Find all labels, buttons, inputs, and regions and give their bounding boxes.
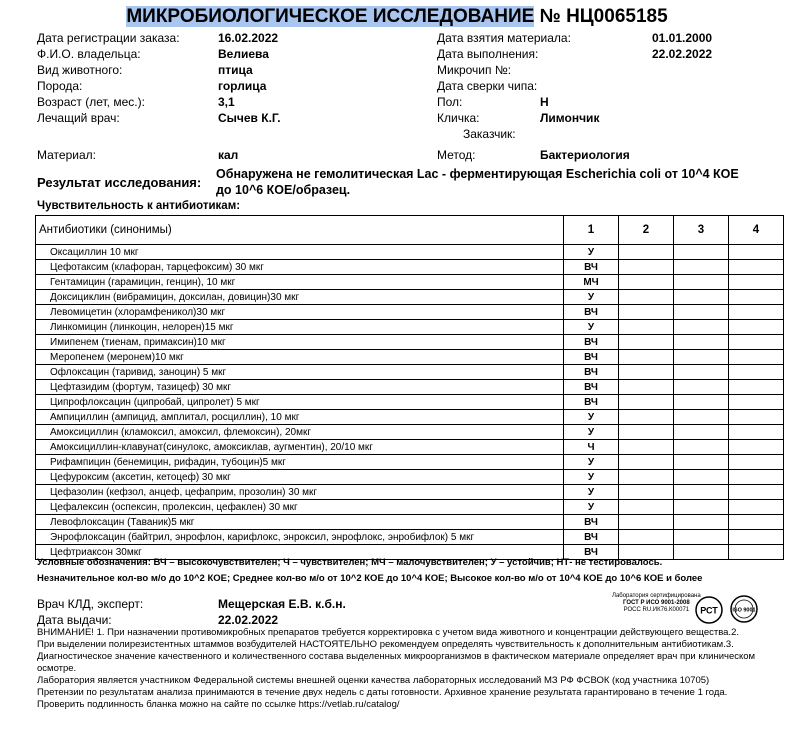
result-value: Обнаружена не гемолитическая Lac - ферментирующая Escherichia coli от 10^4 КОЕ до 10^6 КОЕ/образец. xyxy=(216,167,739,197)
field-value: Сычев К.Г. xyxy=(218,111,281,125)
notice-text: ВНИМАНИЕ! 1. При назначении противомикробных препаратов требуется корректировка с учетом вида животного и концентрации действующего вещества.2. При выделении полирезистентных штаммов возбудителей НАСТОЯТЕЛЬНО рекомендуем определять чувствительность к дополнительным антибиотикам.3. Диагностическое значение качественного и количественного состава выделенных микроорганизмов в фактическом материале определяет врач при клиническом осмотре. xyxy=(37,627,756,674)
field-value: птица xyxy=(218,63,253,77)
issue-date-label: Дата выдачи: xyxy=(37,613,112,627)
footer-fsvok: Лаборатория является участником Федеральной системы внешней оценки качества лабораторных исследований МЗ РФ ФСВОК (код участника 10705) xyxy=(37,675,710,686)
table-row xyxy=(36,530,784,545)
empty-cell xyxy=(619,350,674,365)
sensitivity-value: У xyxy=(564,290,619,305)
field-label: Кличка: xyxy=(437,111,480,125)
empty-cell xyxy=(729,425,784,440)
empty-cell xyxy=(729,440,784,455)
field-value: 3,1 xyxy=(218,95,235,109)
empty-cell xyxy=(619,500,674,515)
empty-cell xyxy=(619,530,674,545)
legend-sensitivity: Условные обозначения: ВЧ – высокочувствителен; Ч – чувствителен; МЧ – малочувствителен; У – устойчив; НТ- не тестировалось. xyxy=(37,557,663,568)
table-row xyxy=(36,395,784,410)
sensitivity-title: Чувствительность к антибиотикам: xyxy=(37,200,241,212)
result-label: Результат исследования: xyxy=(37,175,202,190)
empty-cell xyxy=(674,485,729,500)
empty-cell xyxy=(619,245,674,260)
table-row xyxy=(36,485,784,500)
empty-cell xyxy=(674,365,729,380)
antibiotic-name: Имипенем (тиенам, примаксин)10 мкг xyxy=(36,335,564,350)
empty-cell xyxy=(729,320,784,335)
empty-cell xyxy=(729,485,784,500)
table-row xyxy=(36,350,784,365)
antibiotic-name: Левофлоксацин (Таваник)5 мкг xyxy=(36,515,564,530)
table-row xyxy=(36,440,784,455)
empty-cell xyxy=(729,470,784,485)
sensitivity-value: ВЧ xyxy=(564,335,619,350)
table-header-row xyxy=(36,216,784,245)
sensitivity-value: ВЧ xyxy=(564,365,619,380)
empty-cell xyxy=(674,410,729,425)
field-label: Дата регистрации заказа: xyxy=(37,31,180,45)
empty-cell xyxy=(619,455,674,470)
antibiotic-name: Линкомицин (линкоцин, нелорен)15 мкг xyxy=(36,320,564,335)
empty-cell xyxy=(619,320,674,335)
table-row xyxy=(36,260,784,275)
empty-cell xyxy=(729,260,784,275)
empty-cell xyxy=(729,395,784,410)
antibiotic-name: Энрофлоксацин (байтрил, энрофлон, карифлокс, энроксил, энрофлокс, энробифлок) 5 мкг xyxy=(36,530,564,545)
empty-cell xyxy=(729,545,784,560)
table-row xyxy=(36,245,784,260)
empty-cell xyxy=(619,395,674,410)
field-label: Порода: xyxy=(37,79,83,93)
material-value: кал xyxy=(218,148,239,162)
footer-claims: Претензии по результатам анализа принимаются в течение двух недель с даты готовности. Архивное хранение результата гарантировано в течение 1 года. xyxy=(37,687,728,698)
empty-cell xyxy=(729,380,784,395)
empty-cell xyxy=(729,530,784,545)
sensitivity-value: ВЧ xyxy=(564,260,619,275)
empty-cell xyxy=(674,275,729,290)
title-main: МИКРОБИОЛОГИЧЕСКОЕ ИССЛЕДОВАНИЕ xyxy=(126,6,535,27)
field-value: 01.01.2000 xyxy=(652,31,713,45)
header-col-3: 3 xyxy=(674,216,729,245)
empty-cell xyxy=(674,470,729,485)
rst-logo xyxy=(694,595,724,625)
sensitivity-value: У xyxy=(564,500,619,515)
sensitivity-value: У xyxy=(564,485,619,500)
sensitivity-value: ВЧ xyxy=(564,530,619,545)
field-label: Лечащий врач: xyxy=(37,111,120,125)
table-row xyxy=(36,500,784,515)
sensitivity-value: ВЧ xyxy=(564,305,619,320)
empty-cell xyxy=(619,515,674,530)
antibiotic-name: Цефалексин (оспексин, пролексин, цефаклен) 30 мкг xyxy=(36,500,564,515)
sensitivity-value: У xyxy=(564,470,619,485)
sensitivity-value: У xyxy=(564,455,619,470)
antibiotic-name: Рифампицин (бенемицин, рифадин, тубоцин)5 мкг xyxy=(36,455,564,470)
table-row xyxy=(36,275,784,290)
table-row xyxy=(36,425,784,440)
field-value: Лимончик xyxy=(540,111,600,125)
header-col-4: 4 xyxy=(729,216,784,245)
empty-cell xyxy=(729,290,784,305)
empty-cell xyxy=(674,380,729,395)
table-row xyxy=(36,515,784,530)
table-row xyxy=(36,410,784,425)
field-label: Микрочип №: xyxy=(437,63,512,77)
field-label: Пол: xyxy=(437,95,463,109)
empty-cell xyxy=(619,365,674,380)
empty-cell xyxy=(674,320,729,335)
antibiotic-name: Ампициллин (ампицид, амплитал, росциллин), 10 мкг xyxy=(36,410,564,425)
cert-line: ГОСТ Р ИСО 9001-2008 xyxy=(623,600,690,606)
rst-logo-text: РСТ xyxy=(700,605,718,616)
empty-cell xyxy=(674,260,729,275)
empty-cell xyxy=(729,305,784,320)
field-label: Ф.И.О. владельца: xyxy=(37,47,141,61)
empty-cell xyxy=(729,410,784,425)
antibiotic-name: Цефтазидим (фортум, тазицеф) 30 мкг xyxy=(36,380,564,395)
page-title xyxy=(0,6,794,28)
antibiotic-name: Цефтриаксон 30мкг xyxy=(36,545,564,560)
antibiotic-name: Меропенем (меронем)10 мкг xyxy=(36,350,564,365)
empty-cell xyxy=(729,515,784,530)
header-col-2: 2 xyxy=(619,216,674,245)
footer-verify: Проверить подлинность бланка можно на сайте по ссылке https://vetlab.ru/catalog/ xyxy=(37,699,400,710)
empty-cell xyxy=(729,275,784,290)
empty-cell xyxy=(674,290,729,305)
empty-cell xyxy=(619,335,674,350)
sensitivity-value: ВЧ xyxy=(564,395,619,410)
empty-cell xyxy=(619,425,674,440)
empty-cell xyxy=(729,350,784,365)
empty-cell xyxy=(619,380,674,395)
field-label: Дата взятия материала: xyxy=(437,31,571,45)
empty-cell xyxy=(729,245,784,260)
certification-text xyxy=(612,593,701,614)
empty-cell xyxy=(729,365,784,380)
table-row xyxy=(36,335,784,350)
iso-logo xyxy=(729,594,759,624)
sensitivity-value: Ч xyxy=(564,440,619,455)
empty-cell xyxy=(674,440,729,455)
field-value: 16.02.2022 xyxy=(218,31,279,45)
header-col-1: 1 xyxy=(564,216,619,245)
header-antibiotics: Антибиотики (синонимы) xyxy=(36,216,564,245)
empty-cell xyxy=(619,485,674,500)
sensitivity-value: ВЧ xyxy=(564,545,619,560)
legend-quantity: Незначительное кол-во м/о до 10^2 КОЕ; Среднее кол-во м/о от 10^2 КОЕ до 10^4 КОЕ; Высокое кол-во м/о от 10^4 КОЕ до 10^6 КОЕ и более xyxy=(37,573,703,584)
sensitivity-value: У xyxy=(564,245,619,260)
antibiotic-name: Офлоксацин (таривид, заноцин) 5 мкг xyxy=(36,365,564,380)
antibiotic-name: Амоксициллин-клавунат(синулокс, амоксиклав, аугментин), 20/10 мкг xyxy=(36,440,564,455)
order-number: № НЦ0065185 xyxy=(534,6,668,27)
empty-cell xyxy=(674,545,729,560)
empty-cell xyxy=(674,455,729,470)
empty-cell xyxy=(729,335,784,350)
empty-cell xyxy=(674,305,729,320)
antibiotic-name: Амоксициллин (кламоксил, амоксил, флемоксин), 20мкг xyxy=(36,425,564,440)
empty-cell xyxy=(619,260,674,275)
material-label: Материал: xyxy=(37,148,96,162)
field-value: Н xyxy=(540,95,549,109)
table-row xyxy=(36,470,784,485)
field-label: Вид животного: xyxy=(37,63,123,77)
antibiotics-table xyxy=(35,215,784,560)
cert-line: Лаборатория сертифицирована xyxy=(612,593,701,599)
empty-cell xyxy=(729,500,784,515)
field-value: горлица xyxy=(218,79,267,93)
empty-cell xyxy=(729,455,784,470)
antibiotic-name: Оксациллин 10 мкг xyxy=(36,245,564,260)
method-value: Бактериология xyxy=(540,148,630,162)
field-label: Возраст (лет, мес.): xyxy=(37,95,145,109)
cert-line: РОСС RU.ИК76.К00071 xyxy=(623,607,690,613)
sensitivity-value: У xyxy=(564,425,619,440)
antibiotic-name: Доксициклин (вибрамицин, доксилан, довицин)30 мкг xyxy=(36,290,564,305)
antibiotic-name: Цефуроксим (аксетин, кетоцеф) 30 мкг xyxy=(36,470,564,485)
sensitivity-value: ВЧ xyxy=(564,350,619,365)
table-row xyxy=(36,365,784,380)
table-row xyxy=(36,290,784,305)
table-row xyxy=(36,320,784,335)
empty-cell xyxy=(619,470,674,485)
empty-cell xyxy=(674,335,729,350)
empty-cell xyxy=(619,305,674,320)
antibiotic-name: Цефотаксим (клафоран, тарцефоксим) 30 мкг xyxy=(36,260,564,275)
empty-cell xyxy=(674,500,729,515)
sensitivity-value: У xyxy=(564,320,619,335)
antibiotic-name: Ципрофлоксацин (ципробай, ципролет) 5 мкг xyxy=(36,395,564,410)
empty-cell xyxy=(674,425,729,440)
field-value: Велиева xyxy=(218,47,269,61)
sensitivity-value: ВЧ xyxy=(564,380,619,395)
method-label: Метод: xyxy=(437,148,476,162)
antibiotic-name: Левомицетин (хлорамфеникол)30 мкг xyxy=(36,305,564,320)
empty-cell xyxy=(674,245,729,260)
empty-cell xyxy=(619,410,674,425)
sensitivity-value: МЧ xyxy=(564,275,619,290)
field-label: Дата выполнения: xyxy=(437,47,539,61)
table-row xyxy=(36,305,784,320)
table-row xyxy=(36,380,784,395)
table-row xyxy=(36,455,784,470)
issue-date-value: 22.02.2022 xyxy=(218,613,279,627)
field-value: 22.02.2022 xyxy=(652,47,713,61)
antibiotic-name: Гентамицин (гарамицин, генцин), 10 мкг xyxy=(36,275,564,290)
empty-cell xyxy=(674,395,729,410)
empty-cell xyxy=(619,275,674,290)
doctor-label: Врач КЛД, эксперт: xyxy=(37,597,144,611)
empty-cell xyxy=(674,530,729,545)
field-label: Дата сверки чипа: xyxy=(437,79,538,93)
field-label: Заказчик: xyxy=(463,127,516,141)
empty-cell xyxy=(674,515,729,530)
sensitivity-value: ВЧ xyxy=(564,515,619,530)
sensitivity-value: У xyxy=(564,410,619,425)
doctor-value: Мещерская Е.В. к.б.н. xyxy=(218,597,346,611)
empty-cell xyxy=(619,290,674,305)
antibiotic-name: Цефазолин (кефзол, анцеф, цефаприм, прозолин) 30 мкг xyxy=(36,485,564,500)
empty-cell xyxy=(619,440,674,455)
iso-logo-text: ISO 9001 xyxy=(732,607,756,614)
empty-cell xyxy=(674,350,729,365)
